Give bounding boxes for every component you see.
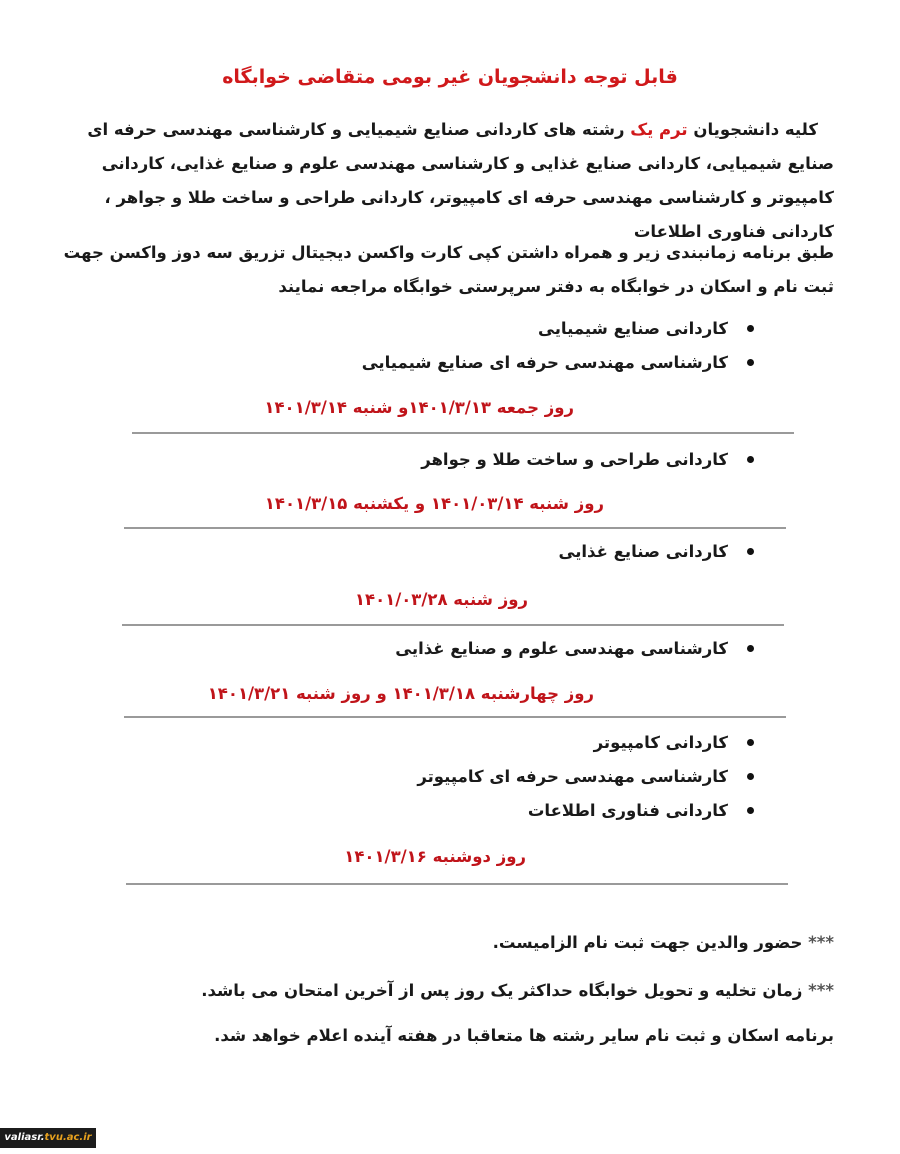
note-text: حضور والدین جهت ثبت نام الزامیست. — [492, 933, 803, 952]
note-checkout — [201, 981, 834, 1000]
program-name: کارشناسی مهندسی حرفه ای صنایع شیمیایی — [361, 353, 728, 372]
schedule-date-2: روز شنبه ۱۴۰۱/۰۳/۱۴ و یکشنبه ۱۴۰۱/۳/۱۵ — [264, 494, 604, 513]
list-item — [559, 535, 766, 569]
bullet-icon — [747, 807, 754, 814]
schedule-group-2 — [421, 443, 766, 477]
list-item — [395, 632, 766, 666]
program-list — [417, 726, 766, 828]
note-text: برنامه اسکان و ثبت نام سایر رشته ها متعاقبا در هفته آینده اعلام خواهد شد. — [214, 1026, 834, 1045]
list-item — [417, 794, 766, 828]
program-name: کاردانی کامپیوتر — [593, 733, 728, 752]
schedule-date-1: روز جمعه ۱۴۰۱/۳/۱۳و شنبه ۱۴۰۱/۳/۱۴ — [264, 398, 574, 417]
asterisk-icon: *** — [808, 933, 834, 952]
bullet-icon — [747, 645, 754, 652]
notice-title: قابل توجه دانشجویان غیر بومی متقاضی خوابگاه — [222, 66, 678, 88]
bullet-icon — [747, 325, 754, 332]
list-item — [417, 726, 766, 760]
intro-term-highlight: ترم یک — [630, 120, 688, 139]
note-parents — [493, 933, 834, 952]
program-name: کاردانی صنایع غذایی — [558, 542, 728, 561]
program-name: کاردانی طراحی و ساخت طلا و جواهر — [421, 450, 728, 469]
program-name: کارشناسی مهندسی علوم و صنایع غذایی — [395, 639, 728, 658]
intro-lead: کلیه دانشجویان — [693, 120, 818, 139]
section-divider — [124, 716, 786, 718]
bullet-icon — [747, 773, 754, 780]
asterisk-icon: *** — [808, 981, 834, 1000]
program-list — [395, 632, 766, 666]
section-divider — [122, 624, 784, 626]
bullet-icon — [747, 548, 754, 555]
watermark-prefix: valiasr. — [4, 1132, 45, 1143]
schedule-group-3 — [559, 535, 766, 569]
site-watermark — [0, 1128, 96, 1148]
program-list — [362, 312, 766, 380]
list-item — [417, 760, 766, 794]
program-name: کاردانی صنایع شیمیایی — [538, 319, 728, 338]
schedule-group-1 — [362, 312, 766, 380]
intro-paragraph — [54, 113, 834, 249]
list-item — [421, 443, 766, 477]
schedule-group-5 — [417, 726, 766, 828]
section-divider — [132, 432, 794, 434]
intro-text: رشته های کاردانی صنایع شیمیایی و کارشناسی مهندسی حرفه ای صنایع شیمیایی، کاردانی صنایع غذایی و کارشناسی مهندسی علوم و صنایع غذایی، کاردانی کامپیوتر و کارشناسی مهندسی حرفه ای کامپیوتر، کاردانی طراحی و ساخت طلا و جواهر ، کاردانی فناوری اطلاعات — [87, 120, 834, 241]
program-list — [559, 535, 766, 569]
instruction-paragraph: طبق برنامه زمانبندی زیر و همراه داشتن کپی کارت واکسن دیجیتال تزریق سه دوز واکسن جهت ثبت نام و اسکان در خوابگاه به دفتر سرپرستی خوابگاه مراجعه نمایند — [63, 243, 834, 296]
list-item — [362, 346, 766, 380]
bullet-icon — [747, 456, 754, 463]
bullet-icon — [747, 739, 754, 746]
schedule-date-3: روز شنبه ۱۴۰۱/۰۳/۲۸ — [354, 590, 528, 609]
watermark-domain: tvu.ac.ir — [44, 1132, 92, 1143]
section-divider — [124, 527, 786, 529]
program-name: کارشناسی مهندسی حرفه ای کامپیوتر — [417, 767, 728, 786]
bullet-icon — [747, 359, 754, 366]
list-item — [362, 312, 766, 346]
note-text: زمان تخلیه و تحویل خوابگاه حداکثر یک روز پس از آخرین امتحان می باشد. — [201, 981, 803, 1000]
schedule-date-4: روز چهارشنبه ۱۴۰۱/۳/۱۸ و روز شنبه ۱۴۰۱/۳/۲۱ — [207, 684, 594, 703]
schedule-group-4 — [395, 632, 766, 666]
program-name: کاردانی فناوری اطلاعات — [527, 801, 728, 820]
schedule-date-5: روز دوشنبه ۱۴۰۱/۳/۱۶ — [344, 847, 526, 866]
program-list — [421, 443, 766, 477]
section-divider — [126, 883, 788, 885]
note-other-programs — [214, 1026, 834, 1045]
